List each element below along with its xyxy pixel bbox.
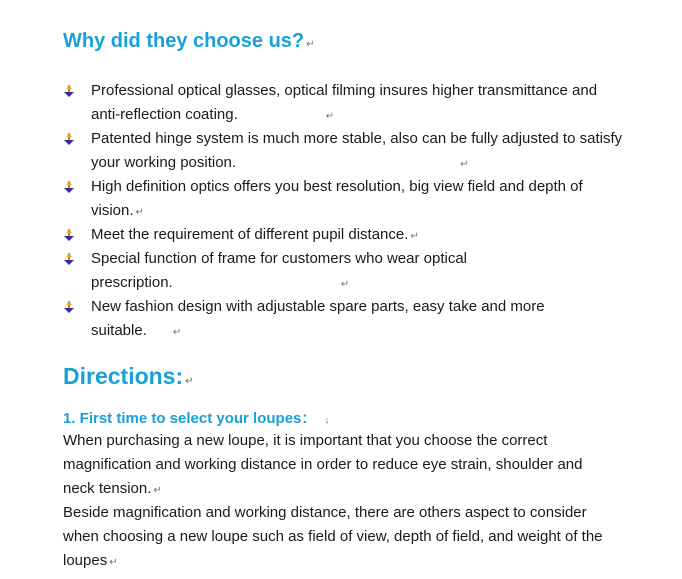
- paragraph-mark-icon: ↵: [153, 485, 162, 496]
- paragraph-mark-icon: ↵: [325, 111, 335, 122]
- heading-text: Why did they choose us?: [63, 30, 305, 52]
- paragraph-other-aspects: [63, 501, 643, 575]
- arrow-bullet-icon: [63, 300, 75, 314]
- feature-text: [91, 127, 651, 177]
- list-item: [0, 247, 682, 295]
- subheading-select-loupes: [63, 409, 329, 431]
- feature-line-text: your working position.: [91, 154, 237, 171]
- feature-text: [91, 295, 651, 345]
- paragraph-mark-icon: ↵: [460, 159, 469, 170]
- paragraph-mark-icon: ↵: [340, 279, 350, 290]
- feature-line: [91, 271, 651, 297]
- paragraph-line: [63, 477, 643, 503]
- list-item: [0, 127, 682, 175]
- feature-line: High definition optics offers you best resolution, big view field and depth of: [91, 178, 583, 195]
- paragraph-mark-icon: ↵: [109, 557, 118, 568]
- feature-line-text: vision.: [91, 202, 134, 219]
- feature-line-text: suitable.: [91, 322, 147, 339]
- feature-line-text: prescription.: [91, 274, 173, 291]
- paragraph-line-text: neck tension.: [63, 480, 152, 497]
- feature-line: [91, 319, 651, 345]
- paragraph-line: when choosing a new loupe such as field of view, depth of field, and weight of the: [63, 528, 603, 545]
- feature-text: [91, 175, 651, 225]
- feature-text: [91, 223, 651, 249]
- feature-line: [91, 199, 651, 225]
- list-item: [0, 175, 682, 223]
- heading-directions: [63, 361, 194, 397]
- paragraph-mark-icon: ↵: [135, 207, 144, 218]
- line-break-icon: ↓: [324, 415, 330, 426]
- feature-line: [91, 103, 651, 129]
- heading-text: Directions:: [63, 363, 184, 389]
- paragraph-mark-icon: ↵: [172, 327, 182, 338]
- arrow-bullet-icon: [63, 180, 75, 194]
- feature-line: [91, 151, 651, 177]
- feature-line: Special function of frame for customers who wear optical: [91, 250, 468, 267]
- feature-line-text: anti-reflection coating.: [91, 106, 238, 123]
- feature-line: [91, 223, 651, 249]
- paragraph-mark-icon: ↵: [410, 231, 419, 242]
- feature-line: Patented hinge system is much more stable, also can be fully adjusted to satisfy: [91, 130, 623, 147]
- list-item: [0, 79, 682, 127]
- feature-text: [91, 247, 651, 297]
- paragraph-line: magnification and working distance in order to reduce eye strain, shoulder and: [63, 456, 583, 473]
- arrow-bullet-icon: [63, 228, 75, 242]
- feature-line: Professional optical glasses, optical filming insures higher transmittance and: [91, 82, 598, 99]
- arrow-bullet-icon: [63, 84, 75, 98]
- paragraph-line: [63, 549, 643, 575]
- heading-why-choose-us: [63, 28, 315, 58]
- paragraph-mark-icon: ↵: [185, 376, 194, 387]
- arrow-bullet-icon: [63, 252, 75, 266]
- list-item: [0, 223, 682, 247]
- feature-text: [91, 79, 651, 129]
- paragraph-line: When purchasing a new loupe, it is important that you choose the correct: [63, 432, 548, 449]
- paragraph-line-text: loupes: [63, 552, 108, 569]
- arrow-bullet-icon: [63, 132, 75, 146]
- list-item: [0, 295, 682, 343]
- feature-list: [0, 79, 682, 343]
- feature-line: New fashion design with adjustable spare parts, easy take and more: [91, 298, 545, 315]
- subheading-text: 1. First time to select your loupes：: [63, 410, 317, 427]
- paragraph-mark-icon: ↵: [306, 39, 315, 50]
- paragraph-purchasing: [63, 429, 643, 503]
- feature-line-text: Meet the requirement of different pupil distance.: [91, 226, 409, 243]
- paragraph-line: Beside magnification and working distance, there are others aspect to consider: [63, 504, 587, 521]
